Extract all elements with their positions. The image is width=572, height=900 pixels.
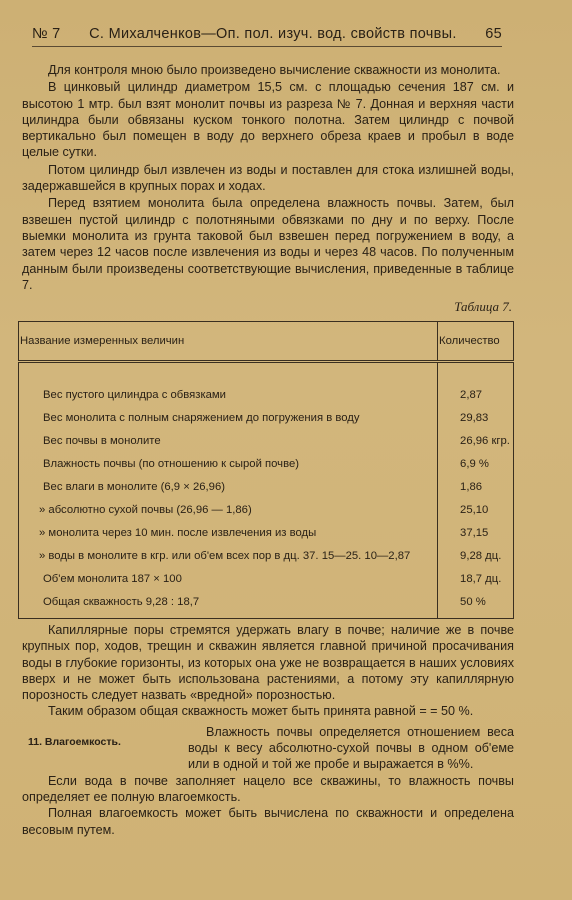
row-name: » монолита через 10 мин. после извлечения из воды	[19, 519, 438, 542]
paragraph: В цинковый цилиндр диаметром 15,5 см. с площадью сечения 187 см. и высотою 1 мтр. был взят монолит почвы из разреза № 7. Донная и верхняя части цилиндра были обвязаны куском тонкого полотна. Затем цилиндр с почвой вертикально был помещен в воду до верхнего обреза краев и пробыл в воде целые сутки.	[22, 80, 514, 160]
row-value: 26,96 кгр.	[460, 435, 510, 448]
row-value: 9,28 дц.	[460, 550, 502, 563]
row-value: 29,83	[460, 412, 489, 425]
table-row	[19, 381, 514, 404]
table-row	[19, 542, 514, 565]
table-row	[19, 450, 514, 473]
row-name: » абсолютно сухой почвы (26,96 — 1,86)	[19, 496, 438, 519]
table-row	[19, 565, 514, 588]
measurements-table	[18, 321, 514, 619]
paragraph: Таким образом общая скважность может быть принята равной = = 50 %.	[48, 704, 474, 719]
row-name: Вес влаги в монолите (6,9 × 26,96)	[19, 473, 438, 496]
page-number: 65	[485, 26, 502, 42]
table-row	[19, 588, 514, 619]
column-header-value: Количество	[438, 322, 514, 362]
table-caption: Таблица 7.	[454, 299, 512, 315]
table-row	[19, 473, 514, 496]
column-header-name: Название измеренных величин	[19, 322, 438, 362]
row-name: Общая скважность 9,28 : 18,7	[19, 588, 438, 619]
paragraph: Для контроля мною было произведено вычисление скважности из монолита.	[48, 63, 501, 77]
row-value: 1,86	[460, 481, 483, 494]
row-value: 50 %	[460, 596, 486, 609]
paragraph: Капиллярные поры стремятся удержать влагу в почве; наличие же в почве крупных пор, ходов, трещин и скважин является главной причиной просачивания воды в глубокие горизонты, из которых она уже не возвращается в наших условиях вверх и не может быть использована растениями, а потому эту капиллярную порозность следует назвать «вредной» порозностью.	[22, 623, 514, 703]
table-row	[19, 427, 514, 450]
row-name: Вес монолита с полным снаряжением до погружения в воду	[19, 404, 438, 427]
following-text	[22, 622, 514, 838]
issue-number: № 7	[32, 26, 61, 42]
running-header	[32, 26, 502, 47]
paragraph: Если вода в почве заполняет нацело все скважины, то влажность почвы определяет ее полную влагоемкость.	[22, 773, 514, 804]
paragraph: Перед взятием монолита была определена влажность почвы. Затем, был взвешен пустой цилиндр с полотняными обвязками по дну и по верху. После выемки монолита из грунта таковой был взвешен перед погружением в воду, а затем через 12 часов после извлечения из воды и через 48 часов. По полученным данным были произведены соответствующие вычисления, приведенные в таблице 7.	[22, 196, 514, 292]
row-value: 37,15	[460, 527, 489, 540]
main-text	[22, 62, 514, 619]
row-name: Влажность почвы (по отношению к сырой почве)	[19, 450, 438, 473]
section-title: 11. Влагоемкость.	[28, 735, 121, 748]
table-row	[19, 496, 514, 519]
paragraph: Потом цилиндр был извлечен из воды и поставлен для стока излишней воды, задержавшейся в крупных порах и ходах.	[22, 162, 514, 194]
row-value: 25,10	[460, 504, 489, 517]
section-moisture-capacity	[22, 724, 514, 773]
row-value: 6,9 %	[460, 458, 489, 471]
row-name: Об'ем монолита 187 × 100	[19, 565, 438, 588]
paragraph: Полная влагоемкость может быть вычислена по скважности и определена весовым путем.	[22, 806, 514, 837]
row-name: Вес пустого цилиндра с обвязками	[19, 381, 438, 404]
row-value: 2,87	[460, 389, 483, 402]
row-name: Вес почвы в монолите	[19, 427, 438, 450]
row-name: » воды в монолите в кгр. или об'ем всех пор в дц. 37. 15—25. 10—2,87	[19, 542, 438, 565]
section-paragraph: Влажность почвы определяется отношением веса воды к весу абсолютно-сухой почвы в одном об'еме или в одной и той же пробе и выражается в %%.	[188, 724, 514, 772]
table-row	[19, 519, 514, 542]
running-title: С. Михалченков—Оп. пол. изуч. вод. свойств почвы.	[89, 26, 457, 42]
row-value: 18,7 дц.	[460, 573, 502, 586]
table-row	[19, 404, 514, 427]
